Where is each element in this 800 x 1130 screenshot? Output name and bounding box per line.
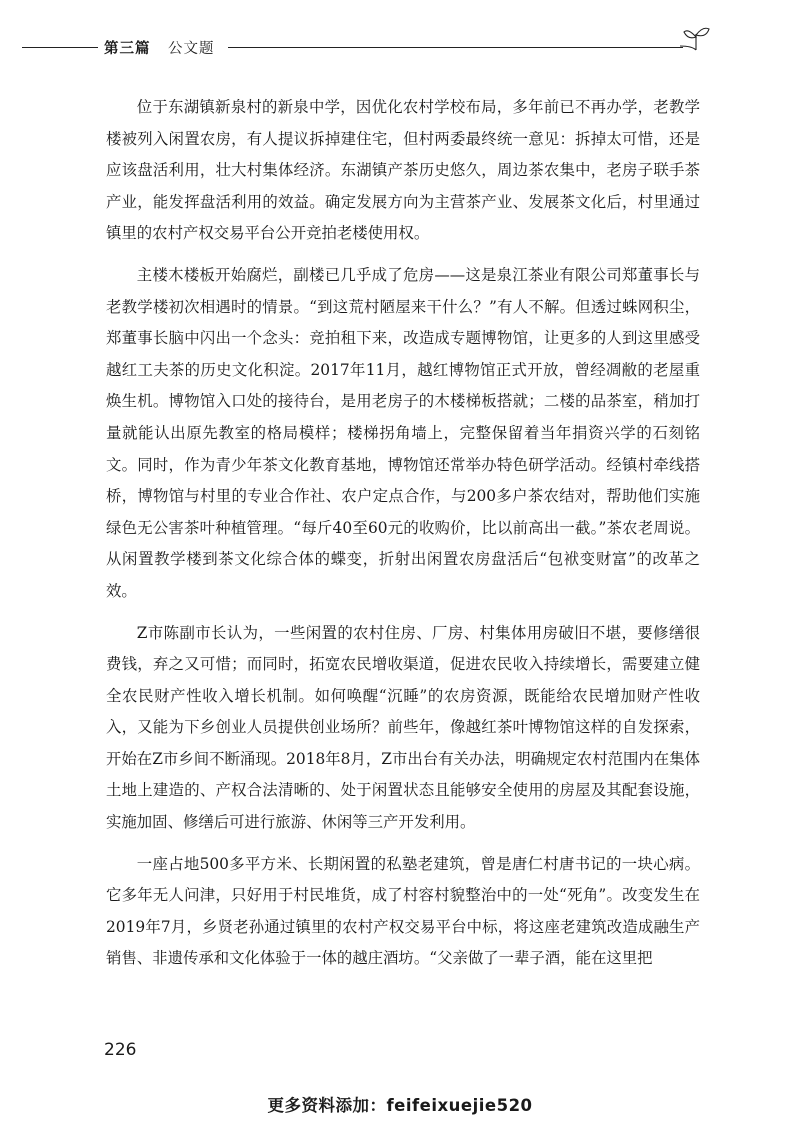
footer-note: 更多资料添加：feifeixuejie520 <box>267 1096 533 1115</box>
page-number: 226 <box>104 1040 137 1060</box>
header-rule-left <box>22 47 98 48</box>
sprout-icon <box>676 24 716 60</box>
section-label: 公文题 <box>168 41 215 57</box>
article-body <box>106 92 700 985</box>
page-header <box>0 30 800 66</box>
paragraph-4: 一座占地500多平方米、长期闲置的私塾老建筑，曾是唐仁村唐书记的一块心病。它多年无人问津，只好用于村民堆货，成了村容村貌整治中的一处“死角”。改变发生在2019年7月，乡贤老孙通过镇里的农村产权交易平台中标，将这座老建筑改造成融生产销售、非遗传承和文化体验于一体的越庄酒坊。“父亲做了一辈子酒，能在这里把 <box>106 854 700 968</box>
header-rule-right <box>228 47 683 48</box>
paragraph-3: Z市陈副市长认为，一些闲置的农村住房、厂房、村集体用房破旧不堪，要修缮很费钱，弃之又可惜；而同时，拓宽农民增收渠道，促进农民收入持续增长，需要建立健全农民财产性收入增长机制。如何唤醒“沉睡”的农房资源，既能给农民增加财产性收入，又能为下乡创业人员提供创业场所？前些年，像越红茶叶博物馆这样的自发探索，开始在Z市乡间不断涌现。2018年8月，Z市出台有关办法，明确规定农村范围内在集体土地上建造的、产权合法清晰的、处于闲置状态且能够安全使用的房屋及其配套设施，实施加固、修缮后可进行旅游、休闲等三产开发利用。 <box>106 623 700 832</box>
paragraph-2: 主楼木楼板开始腐烂，副楼已几乎成了危房——这是泉江茶业有限公司郑董事长与老教学楼初次相遇时的情景。“到这荒村陋屋来干什么？”有人不解。但透过蛛网积尘，郑董事长脑中闪出一个念头：竞拍租下来，改造成专题博物馆，让更多的人到这里感受越红工夫茶的历史文化积淀。2017年11月，越红博物馆正式开放，曾经凋敝的老屋重焕生机。博物馆入口处的接待台，是用老房子的木楼梯板搭就；二楼的品茶室，稍加打量就能认出原先教室的格局模样；楼梯拐角墙上，完整保留着当年捐资兴学的石刻铭文。同时，作为青少年茶文化教育基地，博物馆还常举办特色研学活动。经镇村牵线搭桥，博物馆与村里的专业合作社、农户定点合作，与200多户茶农结对，帮助他们实施绿色无公害茶叶种植管理。“每斤40至60元的收购价，比以前高出一截。”茶农老周说。从闲置教学楼到茶文化综合体的蝶变，折射出闲置农房盘活后“包袱变财富”的改革之效。 <box>106 265 700 600</box>
paragraph-1: 位于东湖镇新泉村的新泉中学，因优化农村学校布局，多年前已不再办学，老教学楼被列入闲置农房，有人提议拆掉建住宅，但村两委最终统一意见：拆掉太可惜，还是应该盘活利用，壮大村集体经济。东湖镇产茶历史悠久，周边茶农集中，老房子联手茶产业，能发挥盘活利用的效益。确定发展方向为主营茶产业、发展茶文化后，村里通过镇里的农村产权交易平台公开竞拍老楼使用权。 <box>106 98 700 243</box>
chapter-label: 第三篇 <box>104 41 151 57</box>
